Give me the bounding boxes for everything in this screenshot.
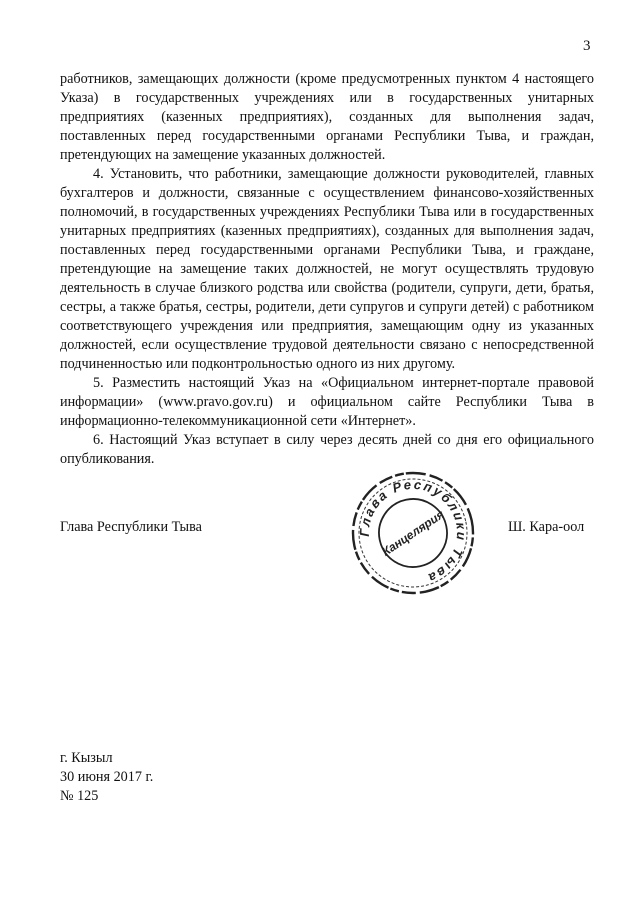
seal-ring-text: Глава Республики Тыва xyxy=(356,476,470,587)
paragraph-continuation: работников, замещающих должности (кроме предусмотренных пунктом 4 настоящего Указа) в государственных учреждениях или в государственных унитарных предприятиях (казенных предприятиях), созданных для выполнения задач, поставленных перед государственными органами Республики Тыва, и граждан, претендующих на замещение указанных должностей. xyxy=(60,71,594,163)
paragraph-item-5: 5. Разместить настоящий Указ на «Официальном интернет-портале правовой информации» (www.pravo.gov.ru) и официальном сайте Республики Тыва в информационно-телекоммуникационной сети «Интернет». xyxy=(60,375,594,429)
document-body xyxy=(60,70,594,469)
page-number: 3 xyxy=(583,38,591,54)
footer-date: 30 июня 2017 г. xyxy=(60,769,154,785)
signer-title: Глава Республики Тыва xyxy=(60,519,202,535)
signer-name: Ш. Кара-оол xyxy=(508,519,585,535)
document-footer xyxy=(60,749,153,806)
footer-city: г. Кызыл xyxy=(60,750,113,766)
official-seal-stamp xyxy=(348,468,478,598)
footer-number: № 125 xyxy=(60,788,99,804)
paragraph-item-6: 6. Настоящий Указ вступает в силу через десять дней со дня его официального опубликования. xyxy=(60,432,594,467)
paragraph-item-4: 4. Установить, что работники, замещающие должности руководителей, главных бухгалтеров и должности, связанные с осуществлением финансово-хозяйственных полномочий, в государственных учреждениях Республики Тыва или в государственных унитарных предприятиях (казенных предприятиях), созданных для выполнения задач, поставленных перед государственными органами Республики Тыва, и граждане, претендующие на замещение таких должностей, не могут осуществлять трудовую деятельность в случае близкого родства или свойства (родители, супруги, дети, братья, сестры, а также братья, сестры, родители, дети супругов и супруги детей) с работником соответствующего учреждения или предприятия, замещающим одну из указанных должностей, если осуществление трудовой деятельности связано с непосредственной подчиненностью или подконтрольностью одного из них другому. xyxy=(60,166,594,372)
seal-center-text: Канцелярия xyxy=(379,507,447,559)
